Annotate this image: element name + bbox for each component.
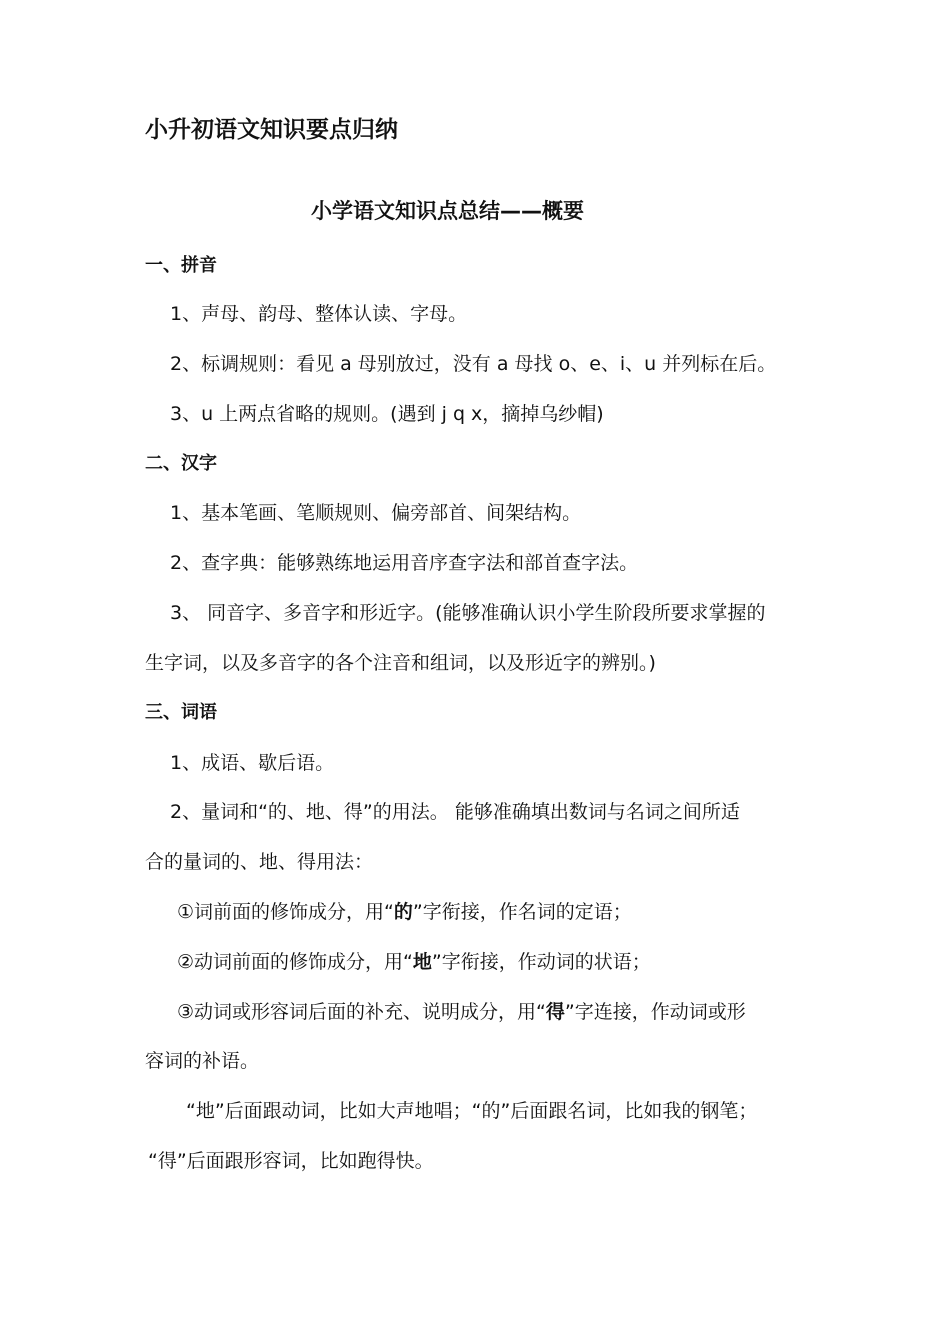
rule-text-after: ”字衔接，作名词的定语；	[412, 901, 632, 923]
rule-text-after: ”字衔接，作动词的状语；	[431, 951, 651, 973]
document-title: 小升初语文知识要点归纳	[145, 117, 398, 143]
pinyin-item-2: 2、标调规则：看见 a 母别放过，没有 a 母找 o、e、i、u 并列标在后。	[170, 353, 777, 375]
particle-rule-de-noun	[177, 900, 632, 924]
hanzi-item-3-line-2: 生字词，以及多音字的各个注音和组词，以及形近字的辨别。)	[145, 652, 656, 674]
particle-summary-line-2: “得”后面跟形容词，比如跑得快。	[148, 1150, 434, 1172]
ciyu-item-1: 1、成语、歇后语。	[170, 752, 335, 774]
ciyu-item-2-line-2: 合的量词的、地、得用法：	[145, 851, 374, 873]
rule-keyword: 的	[393, 901, 413, 923]
document-subtitle: 小学语文知识点总结——概要	[311, 199, 584, 223]
rule-keyword: 得	[545, 1001, 565, 1023]
pinyin-item-3: 3、u 上两点省略的规则。(遇到 j q x，摘掉乌纱帽)	[170, 403, 604, 425]
rule-text-before: ①词前面的修饰成分，用“	[177, 901, 394, 923]
particle-rule-de-complement	[177, 1000, 746, 1024]
section-heading-ciyu: 三、词语	[145, 702, 217, 723]
rule-text-before: ②动词前面的修饰成分，用“	[177, 951, 413, 973]
hanzi-item-2: 2、查字典：能够熟练地运用音序查字法和部首查字法。	[170, 552, 639, 574]
ciyu-item-2-line-1: 2、量词和“的、地、得”的用法。 能够准确填出数词与名词之间所适	[170, 801, 740, 823]
particle-summary-line-1: “地”后面跟动词，比如大声地唱；“的”后面跟名词，比如我的钢笔；	[186, 1100, 758, 1122]
section-heading-pinyin: 一、拼音	[145, 255, 217, 276]
rule-text-before: ③动词或形容词后面的补充、说明成分，用“	[177, 1001, 546, 1023]
rule-keyword: 地	[412, 951, 432, 973]
particle-rule-de-verb	[177, 950, 651, 974]
rule-text-after: ”字连接，作动词或形	[564, 1001, 746, 1023]
hanzi-item-1: 1、基本笔画、笔顺规则、偏旁部首、间架结构。	[170, 502, 582, 524]
pinyin-item-1: 1、声母、韵母、整体认读、字母。	[170, 303, 468, 325]
hanzi-item-3-line-1: 3、 同音字、多音字和形近字。(能够准确认识小学生阶段所要求掌握的	[170, 602, 766, 624]
particle-rule-de-complement-line-2: 容词的补语。	[145, 1050, 260, 1072]
section-heading-hanzi: 二、汉字	[145, 453, 217, 474]
